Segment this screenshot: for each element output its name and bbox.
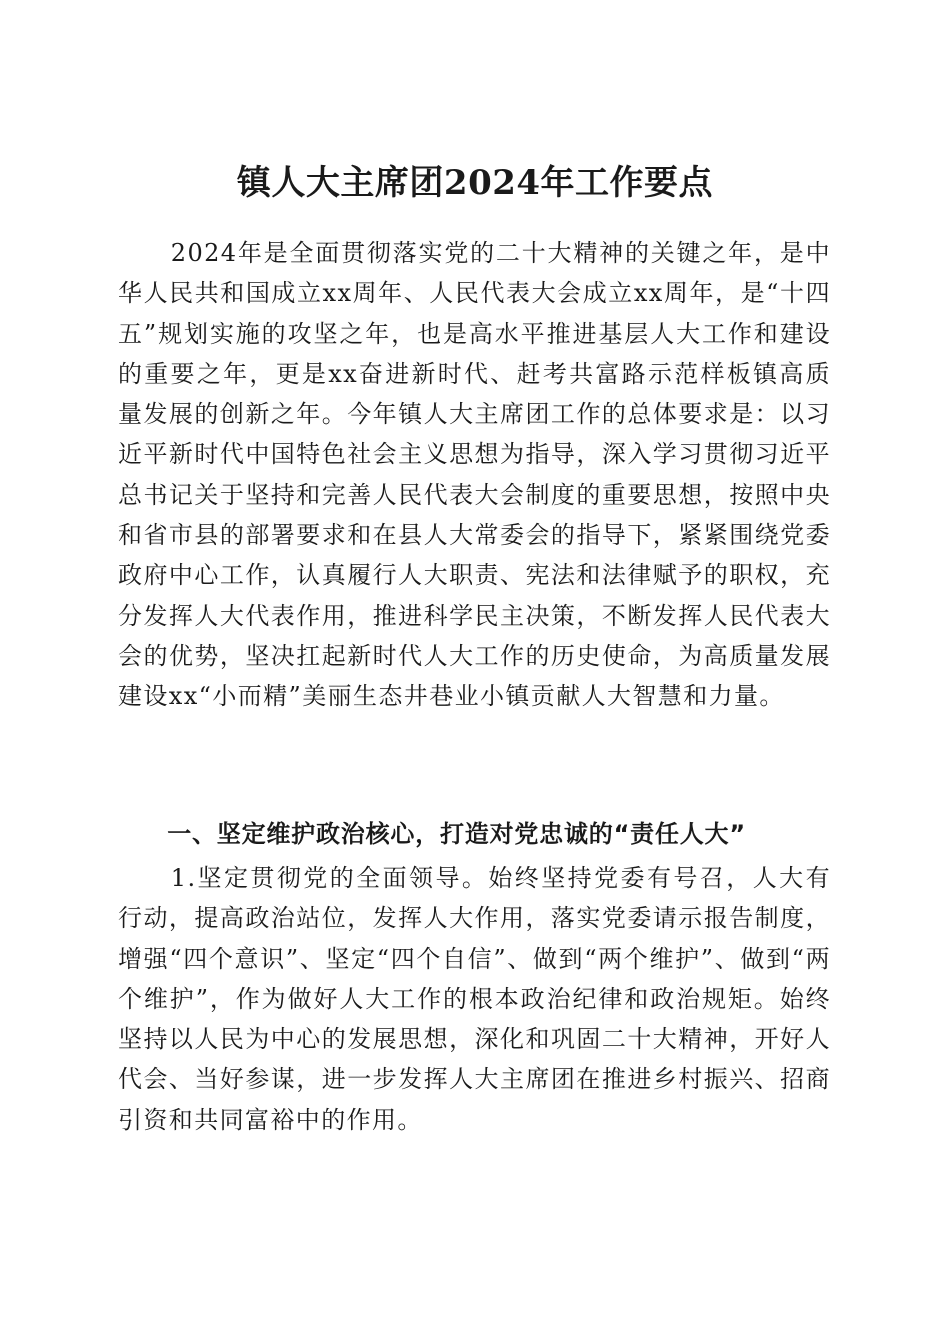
document-title: 镇人大主席团2024年工作要点 (236, 162, 714, 203)
intro-paragraph: 2024年是全面贯彻落实党的二十大精神的关键之年，是中华人民共和国成立xx周年、人民代表大会成立xx周年，是“十四五”规划实施的攻坚之年，也是高水平推进基层人大工作和建设的重要之年，更是xx奋进新时代、赶考共富路示范样板镇高质量发展的创新之年。今年镇人大主席团工作的总体要求是：以习近平新时代中国特色社会主义思想为指导，深入学习贯彻习近平总书记关于坚持和完善人民代表大会制度的重要思想，按照中央和省市县的部署要求和在县人大常委会的指导下，紧紧围绕党委政府中心工作，认真履行人大职责、宪法和法律赋予的职权，充分发挥人大代表作用，推进科学民主决策，不断发挥人民代表大会的优势，坚决扛起新时代人大工作的历史使命，为高质量发展建设xx“小而精”美丽生态井巷业小镇贡献人大智慧和力量。 (118, 239, 831, 711)
item-1-paragraph: 1.坚定贯彻党的全面领导。始终坚持党委有号召，人大有行动，提高政治站位，发挥人大作用，落实党委请示报告制度，增强“四个意识”、坚定“四个自信”、做到“两个维护”、做到“两个维护”，作为做好人大工作的根本政治纪律和政治规矩。始终坚持以人民为中心的发展思想，深化和巩固二十大精神，开好人代会、当好参谋，进一步发挥人大主席团在推进乡村振兴、招商引资和共同富裕中的作用。 (118, 864, 831, 1134)
section-heading: 一、坚定维护政治核心，打造对党忠诚的“责任人大” (167, 820, 746, 848)
